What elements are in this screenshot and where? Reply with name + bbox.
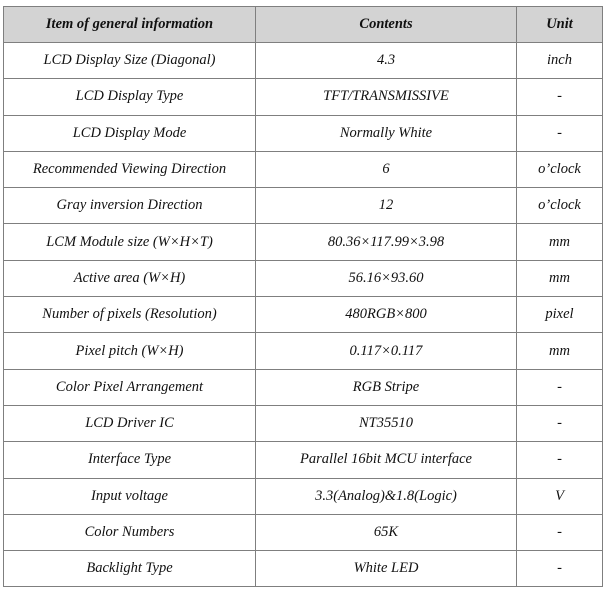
unit-cell: - <box>517 115 603 151</box>
item-cell: Color Pixel Arrangement <box>4 369 256 405</box>
contents-cell: TFT/TRANSMISSIVE <box>256 79 517 115</box>
header-contents: Contents <box>256 7 517 43</box>
unit-cell: pixel <box>517 297 603 333</box>
table-row <box>4 478 603 514</box>
item-cell: Backlight Type <box>4 551 256 587</box>
item-cell: Number of pixels (Resolution) <box>4 297 256 333</box>
unit-cell: o’clock <box>517 151 603 187</box>
header-item: Item of general information <box>4 7 256 43</box>
item-cell: LCM Module size (W×H×T) <box>4 224 256 260</box>
contents-cell: 3.3(Analog)&1.8(Logic) <box>256 478 517 514</box>
contents-cell: NT35510 <box>256 405 517 441</box>
unit-cell: - <box>517 551 603 587</box>
contents-cell: White LED <box>256 551 517 587</box>
unit-cell: mm <box>517 260 603 296</box>
contents-cell: 56.16×93.60 <box>256 260 517 296</box>
contents-cell: Normally White <box>256 115 517 151</box>
header-unit: Unit <box>517 7 603 43</box>
contents-cell: 4.3 <box>256 43 517 79</box>
table-row <box>4 151 603 187</box>
table-row <box>4 333 603 369</box>
table-row <box>4 551 603 587</box>
spec-table <box>3 6 603 587</box>
contents-cell: 12 <box>256 188 517 224</box>
table-row <box>4 43 603 79</box>
unit-cell: - <box>517 369 603 405</box>
table-row <box>4 260 603 296</box>
item-cell: Pixel pitch (W×H) <box>4 333 256 369</box>
unit-cell: - <box>517 514 603 550</box>
item-cell: LCD Display Mode <box>4 115 256 151</box>
unit-cell: V <box>517 478 603 514</box>
unit-cell: mm <box>517 333 603 369</box>
item-cell: Input voltage <box>4 478 256 514</box>
table-row <box>4 115 603 151</box>
contents-cell: 480RGB×800 <box>256 297 517 333</box>
table-row <box>4 79 603 115</box>
contents-cell: 0.117×0.117 <box>256 333 517 369</box>
table-row <box>4 297 603 333</box>
item-cell: Recommended Viewing Direction <box>4 151 256 187</box>
item-cell: Active area (W×H) <box>4 260 256 296</box>
unit-cell: - <box>517 405 603 441</box>
unit-cell: o’clock <box>517 188 603 224</box>
table-row <box>4 188 603 224</box>
unit-cell: - <box>517 442 603 478</box>
contents-cell: 6 <box>256 151 517 187</box>
contents-cell: 65K <box>256 514 517 550</box>
table-row <box>4 514 603 550</box>
contents-cell: Parallel 16bit MCU interface <box>256 442 517 478</box>
item-cell: LCD Driver IC <box>4 405 256 441</box>
unit-cell: mm <box>517 224 603 260</box>
unit-cell: - <box>517 79 603 115</box>
item-cell: Interface Type <box>4 442 256 478</box>
contents-cell: RGB Stripe <box>256 369 517 405</box>
item-cell: LCD Display Size (Diagonal) <box>4 43 256 79</box>
table-row <box>4 442 603 478</box>
table-row <box>4 369 603 405</box>
unit-cell: inch <box>517 43 603 79</box>
contents-cell: 80.36×117.99×3.98 <box>256 224 517 260</box>
item-cell: Color Numbers <box>4 514 256 550</box>
table-row <box>4 224 603 260</box>
table-row <box>4 405 603 441</box>
item-cell: LCD Display Type <box>4 79 256 115</box>
item-cell: Gray inversion Direction <box>4 188 256 224</box>
table-header-row <box>4 7 603 43</box>
